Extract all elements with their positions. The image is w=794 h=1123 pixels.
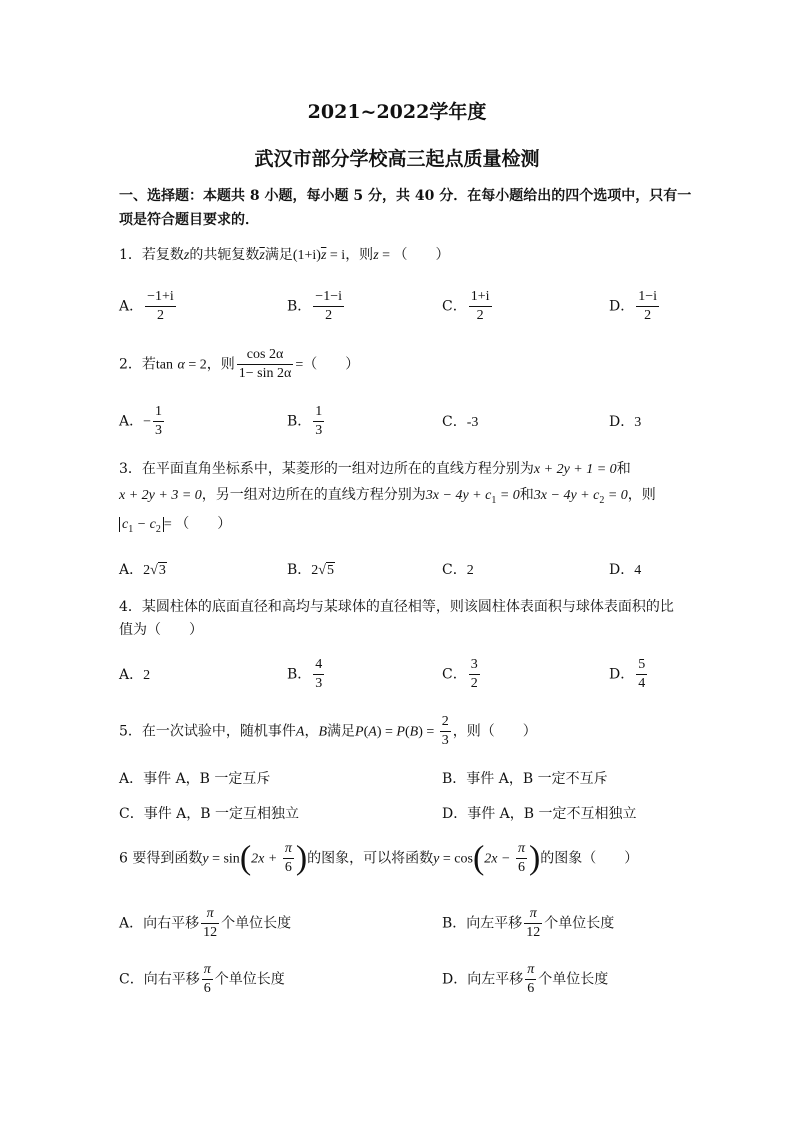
question-5-option-a[interactable]: A．事件 A，B 一定互斥 <box>119 771 271 787</box>
question-1-stem: 1．若复数z的共轭复数$\overline{z}$满足$(1+i)\overline{z} = i$，则z = （ ） <box>119 247 450 263</box>
question-3-line1: 3．在平面直角坐标系中，某菱形的一组对边所在的直线方程分别为x + 2y + 1 = 0和 <box>119 461 631 477</box>
exam-title: 武汉市部分学校高三起点质量检测 <box>254 148 540 170</box>
question-6-option-a[interactable]: A．向右平移 $\frac{\pi}{12}$ 个单位长度 <box>119 906 292 940</box>
question-3-option-a[interactable]: A．2√3 <box>119 562 166 578</box>
question-1-option-c[interactable]: C． $\frac{1+i}{2}$ <box>442 289 490 323</box>
question-4-option-a[interactable]: A．2 <box>119 667 151 683</box>
question-3-option-d[interactable]: D．4 <box>609 562 642 578</box>
question-6-option-d[interactable]: D．向左平移 $\frac{\pi}{6}$ 个单位长度 <box>442 962 609 996</box>
section-heading-line2: 项是符合题目要求的． <box>119 212 259 228</box>
question-2-option-b[interactable]: B． $\frac{1}{3}$ <box>287 404 323 438</box>
question-4-line2: 值为（ ） <box>119 622 203 638</box>
section-heading-line1: 一、选择题：本题共 8 小题，每小题 5 分，共 40 分．在每小题给出的四个选项中，只有一 <box>119 188 692 204</box>
question-1-option-d[interactable]: D． $\frac{1-i}{2}$ <box>609 289 658 323</box>
question-1-option-b[interactable]: B． $\frac{-1-i}{2}$ <box>287 289 342 323</box>
question-2-option-a[interactable]: A．− $\frac{1}{3}$ <box>119 404 163 438</box>
question-1-option-a[interactable]: A． $\frac{-1+i}{2}$ <box>119 289 174 323</box>
question-4-option-d[interactable]: D． $\frac{5}{4}$ <box>609 657 646 691</box>
question-3-line3: $c_1 - c_2$ = （ ） <box>119 514 231 540</box>
question-5-option-b[interactable]: B．事件 A，B 一定不互斥 <box>442 771 608 787</box>
exam-year: 2021~2022学年度 <box>307 101 487 123</box>
question-3-option-b[interactable]: B．2√5 <box>287 562 334 578</box>
question-4-option-b[interactable]: B． $\frac{4}{3}$ <box>287 657 323 691</box>
question-5-stem: 5．在一次试验中，随机事件A，B满足P(A) = P(B) = $\frac{2}{3}$ ，则（ ） <box>119 714 537 748</box>
question-5-option-d[interactable]: D．事件 A，B 一定不互相独立 <box>442 806 637 822</box>
question-3-option-c[interactable]: C．2 <box>442 562 474 578</box>
question-4-option-c[interactable]: C． $\frac{3}{2}$ <box>442 657 478 691</box>
question-2-option-d[interactable]: D．3 <box>609 414 642 430</box>
question-2-stem: 2．若tan α = 2，则 $\frac{\cos 2\alpha}{1- \sin 2\alpha}$ =（ ） <box>119 347 360 381</box>
question-6-stem: 6 要得到函数y = sin(2x + $\frac{\pi}{6}$ )的图象，可以将函数y = cos(2x − $\frac{\pi}{6}$ )的图象（ ） <box>119 839 639 877</box>
question-2-option-c[interactable]: C．-3 <box>442 414 479 430</box>
question-6-option-c[interactable]: C．向右平移 $\frac{\pi}{6}$ 个单位长度 <box>119 962 285 996</box>
question-4-line1: 4．某圆柱体的底面直径和高均与某球体的直径相等，则该圆柱体表面积与球体表面积的比 <box>119 599 674 615</box>
question-5-option-c[interactable]: C．事件 A，B 一定互相独立 <box>119 806 300 822</box>
question-6-option-b[interactable]: B．向左平移 $\frac{\pi}{12}$ 个单位长度 <box>442 906 615 940</box>
question-3-line2: x + 2y + 3 = 0，另一组对边所在的直线方程分别为$3x - 4y + c_1 = 0$和$3x - 4y + c_2 = 0$，则 <box>119 487 656 506</box>
